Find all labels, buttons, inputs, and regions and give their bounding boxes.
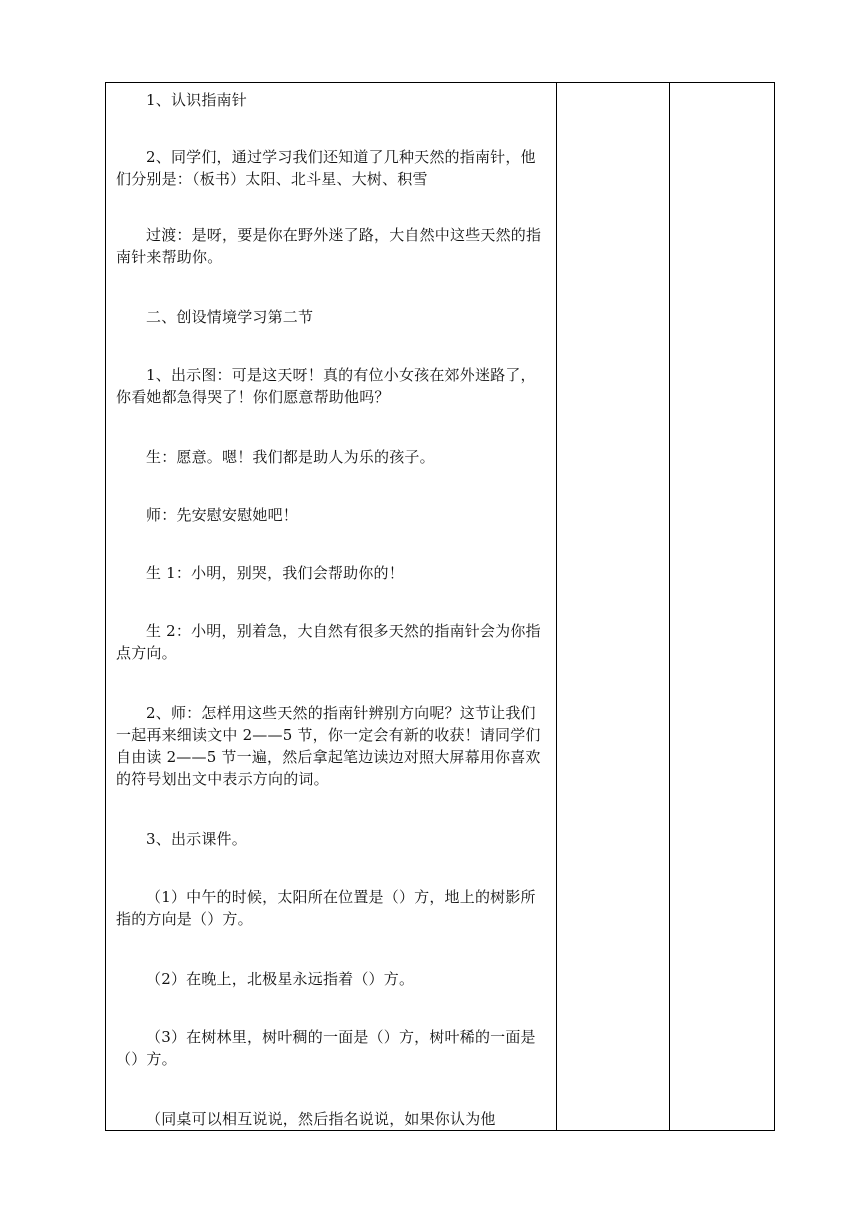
- paragraph-2: 2、同学们，通过学习我们还知道了几种天然的指南针，他们分别是：（板书）太阳、北斗星、大树、积雪: [116, 148, 536, 188]
- paragraph-12: （1）中午的时候，太阳所在位置是（）方，地上的树影所指的方向是（）方。: [116, 888, 536, 928]
- lesson-content-cell: [106, 83, 556, 1130]
- paragraph-3: 过渡：是呀，要是你在野外迷了路，大自然中这些天然的指南针来帮助你。: [116, 226, 542, 266]
- paragraph-10: 2、师：怎样用这些天然的指南针辨别方向呢？这节让我们一起再来细读文中 2——5 节，你一定会有新的收获！请同学们自由读 2——5 节一遍，然后拿起笔边读边对照大屏幕用你喜欢的符号划出文中表示方向的词。: [116, 704, 541, 788]
- empty-column-2: [557, 83, 669, 1130]
- paragraph-7: 师：先安慰安慰她吧！: [146, 506, 299, 524]
- paragraph-1: 1、认识指南针: [146, 91, 247, 109]
- paragraph-14: （3）在树林里，树叶稠的一面是（）方，树叶稀的一面是（）方。: [116, 1028, 536, 1068]
- paragraph-5: 1、出示图：可是这天呀！真的有位小女孩在郊外迷路了，你看她都急得哭了！你们愿意帮助他吗？: [116, 366, 536, 406]
- paragraph-9: 生 2：小明，别着急，大自然有很多天然的指南针会为你指点方向。: [116, 622, 541, 662]
- paragraph-11: 3、出示课件。: [146, 830, 247, 848]
- paragraph-8: 生 1：小明，别哭，我们会帮助你的！: [146, 564, 404, 582]
- paragraph-4: 二、创设情境学习第二节: [146, 308, 314, 326]
- lesson-table: [105, 82, 775, 1131]
- paragraph-15: （同桌可以相互说说，然后指名说说，如果你认为他: [146, 1110, 496, 1128]
- empty-column-3: [670, 83, 775, 1130]
- paragraph-13: （2）在晚上，北极星永远指着（）方。: [146, 970, 415, 988]
- paragraph-6: 生：愿意。嗯！我们都是助人为乐的孩子。: [146, 448, 435, 466]
